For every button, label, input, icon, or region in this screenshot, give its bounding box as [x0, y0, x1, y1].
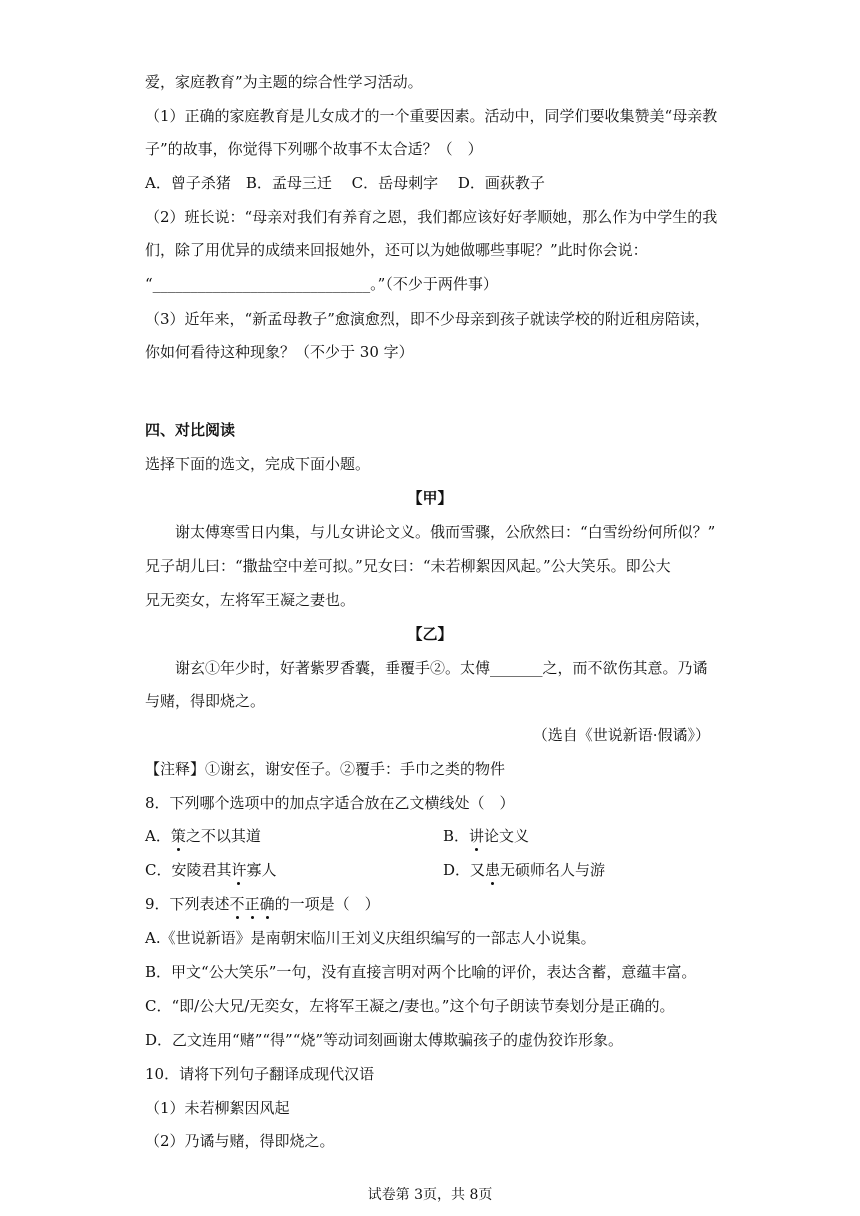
q8-option-d-dotted: 患	[485, 861, 501, 879]
q9-stem-dot-2: 正	[244, 895, 260, 913]
q9-option-a: A.《世说新语》是南朝宋临川王刘义庆组织编写的一部志人小说集。	[145, 929, 596, 947]
q9-stem-dot-3: 确	[259, 895, 275, 913]
section-instruction: 选择下面的选文，完成下面小题。	[145, 455, 371, 473]
q8-option-d-prefix: D．又	[443, 861, 486, 879]
passage-yi-title: 【乙】	[407, 625, 453, 643]
q-activity-2-line3: “_____________________________。”（不少于两件事）	[145, 275, 498, 293]
q10-sentence-1: （1）未若柳絮因风起	[145, 1099, 290, 1117]
page-footer: 试卷第 3页，共 8页	[367, 1187, 493, 1203]
q-activity-2-line2: 们，除了用优异的成绩来回报她外，还可以为她做哪些事呢？”此时你会说：	[145, 241, 648, 259]
q8-option-b-rest: 论文义	[484, 827, 530, 845]
q8-option-b	[443, 826, 529, 846]
q8-stem: 8．下列哪个选项中的加点字适合放在乙文横线处（ ）	[145, 794, 515, 812]
q9-stem-rest: 的一项是（ ）	[274, 895, 380, 913]
passage-jia-line3: 兄无奕女，左将军王凝之妻也。	[145, 591, 356, 609]
q-activity-1-options: A．曾子杀猪 B．孟母三迁 C．岳母刺字 D．画荻教子	[145, 174, 545, 192]
passage-jia-line2: 兄子胡儿曰：“撒盐空中差可拟。”兄女曰：“未若柳絮因风起。”公大笑乐。即公大	[145, 557, 671, 575]
section-heading: 四、对比阅读	[145, 421, 236, 439]
q9-stem	[145, 894, 380, 914]
q10-stem: 10．请将下列句子翻译成现代汉语	[145, 1065, 375, 1083]
q9-option-c: C．“即/公大兄/无奕女，左将军王凝之/妻也。”这个句子朗读节奏划分是正确的。	[145, 997, 675, 1015]
q8-option-c-dotted: 许	[231, 861, 247, 879]
q10-sentence-2: （2）乃谲与赌，得即烧之。	[145, 1132, 335, 1150]
q8-option-a	[145, 826, 261, 846]
q9-stem-prefix: 9．下列表述	[145, 895, 230, 913]
q8-option-c-prefix: C．安陵君其	[145, 861, 232, 879]
q-activity-1-line2: 子”的故事，你觉得下列哪个故事不太合适？（ ）	[145, 140, 483, 158]
passage-yi-line2: 与赌，得即烧之。	[145, 692, 266, 710]
q-activity-2-line1: （2）班长说：“母亲对我们有养育之恩，我们都应该好好孝顺她，那么作为中学生的我	[145, 208, 718, 226]
passage-jia-title: 【甲】	[407, 489, 453, 507]
q8-option-a-rest: 之不以其道	[185, 827, 261, 845]
q8-option-c-rest: 寡人	[246, 861, 277, 879]
q8-option-b-dotted: 讲	[469, 827, 485, 845]
q8-option-d	[443, 860, 605, 880]
q8-option-c	[145, 860, 277, 880]
q9-option-b: B．甲文“公大笑乐”一句，没有直接言明对两个比喻的评价，表达含蓄，意蕴丰富。	[145, 963, 697, 981]
q8-option-d-rest: 无硕师名人与游	[500, 861, 606, 879]
passage-source: （选自《世说新语·假谲》）	[532, 726, 710, 744]
q9-stem-dot-1: 不	[229, 895, 245, 913]
q-activity-3-line1: （3）近年来，“新孟母教子”愈演愈烈，即不少母亲到孩子就读学校的附近租房陪读，	[145, 310, 710, 328]
passage-yi-line1: 谢玄①年少时，好著紫罗香囊，垂覆手②。太傅_______之，而不欲伤其意。乃谲	[175, 659, 708, 677]
passage-notes: 【注释】①谢玄，谢安侄子。②覆手：手巾之类的物件	[145, 760, 506, 778]
q8-option-b-prefix: B．	[443, 827, 470, 845]
q-activity-3-line2: 你如何看待这种现象？（不少于 30 字）	[145, 343, 414, 361]
q8-option-a-dotted: 策	[170, 827, 186, 845]
passage-jia-line1: 谢太傅寒雪日内集，与儿女讲论文义。俄而雪骤，公欣然曰：“白雪纷纷何所似？”	[175, 523, 716, 541]
intro-continuation: 爱，家庭教育”为主题的综合性学习活动。	[145, 73, 423, 91]
q8-option-a-prefix: A．	[145, 827, 171, 845]
q9-option-d: D．乙文连用“赌”“得”“烧”等动词刻画谢太傅欺骗孩子的虚伪狡诈形象。	[145, 1031, 624, 1049]
q-activity-1-line1: （1）正确的家庭教育是儿女成才的一个重要因素。活动中，同学们要收集赞美“母亲教	[145, 107, 718, 125]
